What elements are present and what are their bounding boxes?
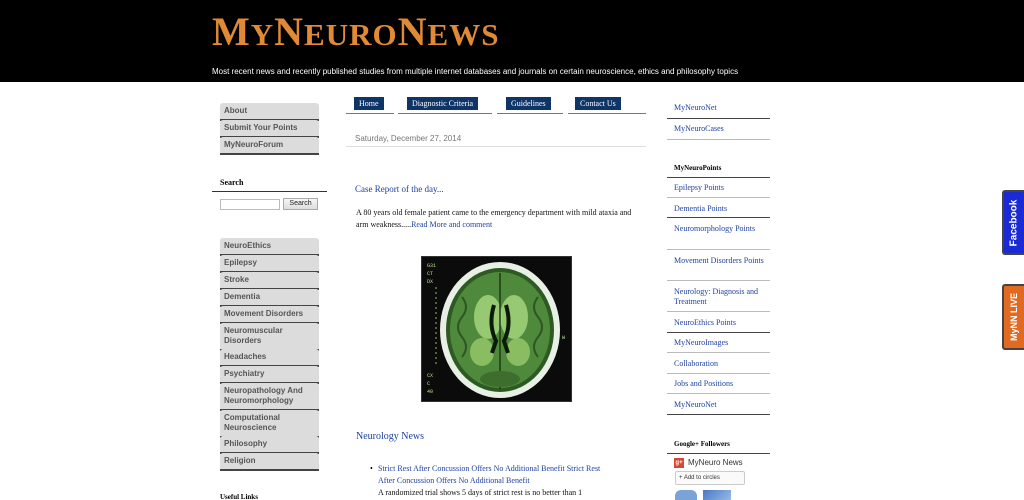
sidebar-item-neuropathology[interactable]: Neuropathology And Neuromorphology	[220, 383, 319, 411]
search-title: Search	[220, 178, 244, 187]
list-bullet: •	[370, 464, 373, 473]
nav-underline	[568, 113, 646, 114]
mynn-live-tab-label: MyNN LIVE	[1009, 292, 1019, 342]
right-link-neuroethics-points[interactable]: NeuroEthics Points	[674, 318, 736, 327]
tab-diagnostic-criteria[interactable]: Diagnostic Criteria	[407, 97, 478, 110]
film-label: 40	[427, 389, 434, 395]
search-button[interactable]: Search	[283, 198, 318, 210]
sidebar-item-neuromuscular-disorders[interactable]: Neuromuscular Disorders	[220, 323, 319, 351]
film-label: G31	[427, 263, 437, 269]
mynn-live-tab[interactable]	[1002, 284, 1024, 350]
follower-avatar[interactable]	[675, 490, 697, 500]
neurology-news-title[interactable]: Neurology News	[356, 431, 425, 442]
sidebar-item-stroke[interactable]: Stroke	[220, 272, 319, 290]
right-link-myneuroimages[interactable]: MyNeuroImages	[674, 338, 729, 347]
facebook-tab-label: Facebook	[1008, 199, 1020, 246]
sidebar-item-psychiatry[interactable]: Psychiatry	[220, 366, 319, 384]
right-link-jobs-positions[interactable]: Jobs and Positions	[674, 379, 734, 388]
add-person-icon: +	[679, 475, 684, 481]
film-label: DX	[427, 279, 434, 285]
film-label: W	[562, 335, 566, 341]
post-text: A 80 years old female patient came to the emergency department with mild ataxia and arm weakness.....	[356, 208, 632, 229]
right-link-dementia-points[interactable]: Dementia Points	[674, 204, 728, 213]
sidebar-item-computational-neuroscience[interactable]: Computational Neuroscience	[220, 410, 319, 438]
site-title-letters: EWS	[427, 17, 500, 52]
nav-underline	[346, 113, 394, 114]
site-description: Most recent news and recently published studies from multiple internet databases and journals on certain neuroscience, ethics and philosophy topics	[212, 67, 739, 76]
sidebar-link-about[interactable]: About	[220, 103, 319, 121]
add-to-circles-label: Add to circles	[683, 475, 720, 481]
divider	[667, 453, 770, 454]
divider	[667, 352, 770, 353]
divider	[667, 118, 770, 119]
sidebar-item-epilepsy[interactable]: Epilepsy	[220, 255, 319, 273]
myneuropoints-title: MyNeuroPoints	[674, 164, 722, 172]
divider	[667, 280, 770, 281]
brain-ct-image[interactable]	[421, 256, 572, 402]
google-followers-title: Google+ Followers	[674, 440, 730, 448]
sidebar-link-submit-points[interactable]: Submit Your Points	[220, 120, 319, 138]
sidebar-item-neuroethics[interactable]: NeuroEthics	[220, 238, 319, 256]
nav-underline	[398, 113, 492, 114]
post-title[interactable]: Case Report of the day...	[355, 184, 444, 194]
film-label: CT	[427, 271, 434, 277]
site-title-letters: EURO	[304, 17, 398, 52]
site-title-letters: Y	[250, 17, 275, 52]
sidebar-item-religion[interactable]: Religion	[220, 453, 319, 471]
add-to-circles-button[interactable]	[675, 471, 745, 485]
right-link-epilepsy-points[interactable]: Epilepsy Points	[674, 183, 725, 192]
facebook-tab[interactable]	[1002, 190, 1024, 255]
nav-underline	[497, 113, 563, 114]
sidebar-link-myneuroforum[interactable]: MyNeuroForum	[220, 137, 319, 155]
sidebar-item-dementia[interactable]: Dementia	[220, 289, 319, 307]
film-label: CX	[427, 373, 434, 379]
divider	[667, 177, 770, 178]
divider	[212, 191, 327, 192]
right-link-movement-disorders-points[interactable]: Movement Disorders Points	[674, 256, 764, 265]
tab-guidelines[interactable]: Guidelines	[506, 97, 551, 110]
post-date: Saturday, December 27, 2014	[355, 134, 462, 143]
post-body	[356, 207, 636, 231]
search-input[interactable]	[220, 199, 280, 210]
divider	[667, 414, 770, 415]
divider	[346, 146, 646, 147]
divider	[667, 393, 770, 394]
divider	[667, 139, 770, 140]
site-header	[0, 0, 1024, 82]
google-plus-page-name[interactable]: MyNeuro News	[688, 458, 743, 467]
divider	[667, 249, 770, 250]
useful-links-title: Useful Links	[220, 493, 258, 500]
divider	[667, 311, 770, 312]
right-link-neurology-diagnosis[interactable]: Neurology: Diagnosis and Treatment	[674, 287, 758, 306]
read-more-link[interactable]: Read More and comment	[411, 220, 493, 229]
film-label: C	[427, 381, 431, 387]
divider	[667, 373, 770, 374]
site-title-letter: N	[397, 9, 428, 54]
sidebar-item-movement-disorders[interactable]: Movement Disorders	[220, 306, 319, 324]
sidebar-item-philosophy[interactable]: Philosophy	[220, 436, 319, 454]
divider	[667, 197, 770, 198]
follower-avatar[interactable]	[703, 490, 731, 500]
news-article-summary: A randomized trial shows 5 days of strict rest is no better than 1	[378, 488, 583, 497]
google-plus-icon: g+	[675, 460, 683, 466]
right-link-neuromorphology-points[interactable]: Neuromorphology Points	[674, 224, 756, 233]
right-link-collaboration[interactable]: Collaboration	[674, 359, 718, 368]
divider	[667, 217, 770, 218]
tab-contact-us[interactable]: Contact Us	[575, 97, 621, 110]
right-link-myneurocases[interactable]: MyNeuroCases	[674, 124, 724, 133]
site-title-letter: N	[274, 9, 305, 54]
sidebar-item-headaches[interactable]: Headaches	[220, 349, 319, 367]
right-link-myneuronet[interactable]: MyNeuroNet	[674, 103, 717, 112]
right-link-myneuronet-2[interactable]: MyNeuroNet	[674, 400, 717, 409]
tab-home[interactable]: Home	[354, 97, 384, 110]
site-title[interactable]	[212, 9, 500, 54]
divider	[667, 332, 770, 333]
site-title-letter: M	[212, 9, 251, 54]
news-article-link[interactable]: Strict Rest After Concussion Offers No Additional Benefit Strict Rest After Concussion Offers No Additional Benefit	[378, 464, 601, 485]
brain-ct-svg	[422, 257, 572, 402]
